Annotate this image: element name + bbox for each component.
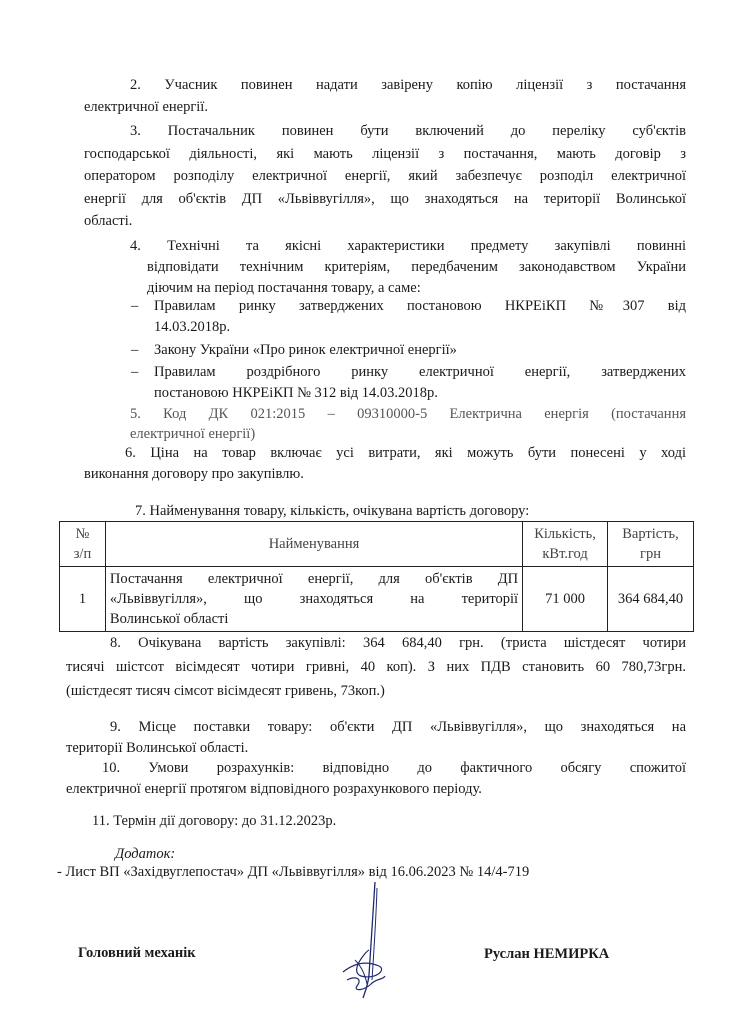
item-3-line2: господарської діяльності, які мають ліцензії з постачання, мають договір з	[84, 146, 686, 162]
signer-name: Руслан НЕМИРКА	[484, 946, 610, 962]
header-price-top: Вартість,	[622, 526, 679, 542]
item-2-line2: електричної енергії.	[84, 99, 208, 115]
dash-bullet: –	[131, 298, 139, 314]
item-4-line3: діючим на період постачання товару, а саме:	[147, 280, 421, 296]
item-9-line1: 9. Місце поставки товару: об'єкти ДП «Львіввугілля», що знаходяться на	[110, 719, 686, 735]
row-name-line3: Волинської області	[109, 611, 229, 627]
dash-item-1-line1: Правилам ринку затверджених постановою НКРЕіКП №307 від	[154, 298, 686, 314]
item-10-line2: електричної енергії протягом відповідного розрахункового періоду.	[66, 781, 482, 797]
dash-item-2-line1: Закону України «Про ринок електричної енергії»	[154, 342, 457, 358]
item-5-line1: 5. Код ДК 021:2015 – 09310000-5 Електрична енергія (постачання	[130, 406, 686, 422]
table-row	[60, 567, 694, 632]
item-3-line5: області.	[84, 213, 133, 229]
item-5-line2: електричної енергії)	[130, 426, 256, 442]
row-price: 364 684,40	[608, 567, 694, 632]
dash-bullet: –	[131, 364, 139, 380]
item-8-line2: тисячі шістсот вісімдесят чотири гривні, 40 коп). З них ПДВ становить 60 780,73грн.	[66, 659, 686, 675]
item-3-line4: енергії для об'єктів ДП «Львіввугілля», що знаходяться на території Волинської	[84, 191, 686, 207]
dash-bullet: –	[131, 342, 139, 358]
header-price-bottom: грн	[640, 546, 661, 562]
handwritten-signature	[335, 880, 395, 1010]
item-9-line2: території Волинської області.	[66, 740, 249, 756]
header-price	[608, 522, 694, 567]
table-header-row	[60, 522, 694, 567]
header-qty	[523, 522, 608, 567]
item-3-line3: оператором розподілу електричної енергії, який забезпечує розподіл електричної	[84, 168, 686, 184]
attachment-label: Додаток:	[115, 846, 176, 862]
header-name: Найменування	[105, 522, 522, 567]
row-num: 1	[60, 567, 106, 632]
header-qty-top: Кількість,	[534, 526, 596, 542]
item-6-line1: 6. Ціна на товар включає усі витрати, які можуть бути понесені у ході	[125, 445, 686, 461]
item-3-line1: 3. Постачальник повинен бути включений до переліку суб'єктів	[130, 123, 686, 139]
header-num	[60, 522, 106, 567]
dash-item-3-line2: постановою НКРЕіКП № 312 від 14.03.2018р.	[154, 385, 438, 401]
item-2-line1: 2. Учасник повинен надати завірену копію ліцензії з постачання	[130, 77, 686, 93]
dash-item-3-line1: Правилам роздрібного ринку електричної енергії, затверджених	[154, 364, 686, 380]
item-10-line1: 10. Умови розрахунків: відповідно до фактичного обсягу спожитої	[102, 760, 686, 776]
header-num-top: №	[75, 526, 90, 542]
goods-table	[59, 521, 694, 632]
item-11: 11. Термін дії договору: до 31.12.2023р.	[92, 813, 337, 829]
dash-item-1-line2: 14.03.2018р.	[154, 319, 231, 335]
item-6-line2: виконання договору про закупівлю.	[84, 466, 304, 482]
item-4-line1: 4. Технічні та якісні характеристики предмету закупівлі повинні	[130, 238, 686, 254]
attachment-text: - Лист ВП «Західвуглепостач» ДП «Львіввугілля» від 16.06.2023 № 14/4-719	[57, 864, 530, 880]
row-qty: 71 000	[523, 567, 608, 632]
header-num-bottom: з/п	[73, 546, 92, 562]
row-name-line1: Постачання електричної енергії, для об'єктів ДП	[109, 571, 519, 587]
item-8-line1: 8. Очікувана вартість закупівлі: 364 684,40 грн. (триста шістдесят чотири	[110, 635, 686, 651]
header-qty-bottom: кВт.год	[542, 546, 588, 562]
item-8-line3: (шістдесят тисяч сімсот вісімдесят гривень, 73коп.)	[66, 683, 385, 699]
row-name-line2: «Львіввугілля», що знаходяться на території	[109, 591, 519, 607]
item-4-line2: відповідати технічним критеріям, передбаченим законодавством України	[147, 259, 686, 275]
signer-title: Головний механік	[78, 945, 196, 961]
item-7-title: 7. Найменування товару, кількість, очікувана вартість договору:	[135, 503, 530, 519]
row-name	[105, 567, 522, 632]
